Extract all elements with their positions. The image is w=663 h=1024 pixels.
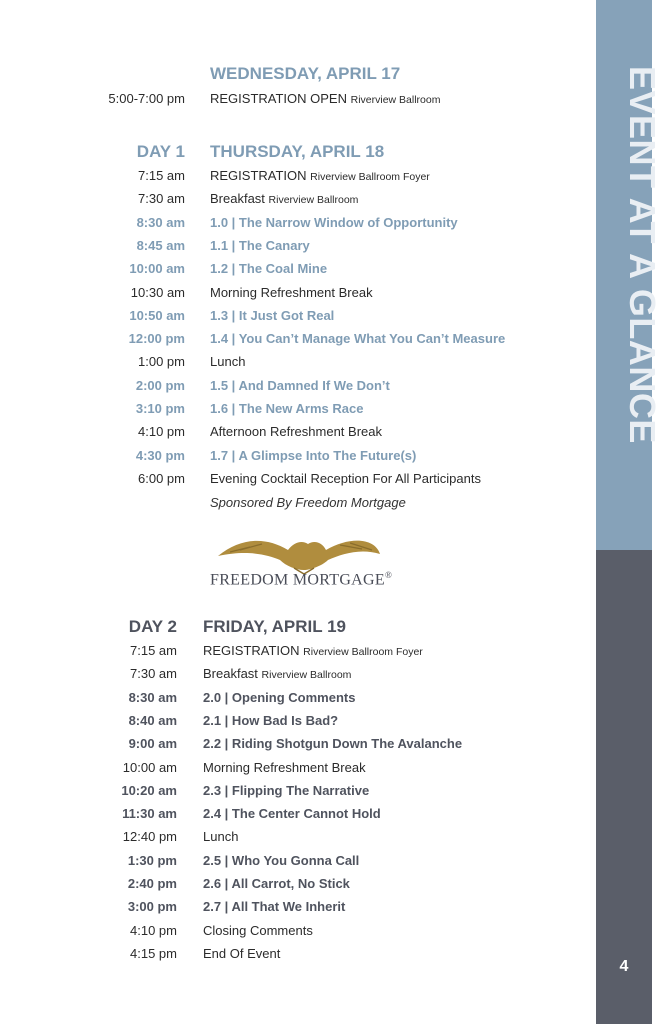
schedule-time: 2:40 pm (127, 876, 177, 891)
schedule-event-title: 1.5 | And Damned If We Don’t (210, 377, 390, 393)
schedule-event (203, 803, 381, 825)
schedule-event-title: REGISTRATION (210, 168, 307, 183)
schedule-event (210, 328, 505, 350)
schedule-event-title: End Of Event (203, 945, 281, 961)
schedule-row (0, 640, 423, 662)
schedule-time: 8:40 am (128, 712, 177, 728)
schedule-time: 7:15 am (138, 168, 185, 183)
schedule-event-title: 1.4 | You Can’t Manage What You Can’t Measure (210, 331, 506, 347)
schedule-time: 7:15 am (130, 643, 177, 658)
schedule-event (203, 710, 338, 732)
schedule-event (203, 896, 345, 918)
schedule-row (0, 896, 346, 918)
schedule-event-title: 2.5 | Who You Gonna Call (203, 852, 360, 868)
schedule-event (210, 468, 481, 490)
schedule-location: Riverview Ballroom Foyer (303, 646, 423, 658)
schedule-event (210, 258, 327, 280)
schedule-event (203, 943, 280, 965)
schedule-row (0, 421, 382, 443)
schedule-event (203, 733, 462, 755)
schedule-event-title: Breakfast (210, 191, 265, 207)
schedule-time: 5:00-7:00 pm (108, 91, 185, 106)
schedule-event-title: Lunch (203, 829, 239, 845)
schedule-row (0, 920, 313, 942)
schedule-event (210, 305, 334, 327)
schedule-row (0, 88, 441, 110)
schedule-time: 8:30 am (136, 214, 185, 230)
schedule-event (210, 165, 430, 188)
schedule-row (0, 398, 364, 420)
schedule-time: 10:30 am (130, 284, 185, 300)
day1-date-heading: THURSDAY, APRIL 18 (210, 142, 385, 161)
schedule-event-title: 1.2 | The Coal Mine (210, 261, 328, 277)
schedule-time: 2:00 pm (135, 377, 185, 393)
schedule-event (210, 188, 358, 211)
schedule-event (210, 421, 382, 443)
schedule-row (0, 258, 328, 280)
schedule-event-title: 2.2 | Riding Shotgun Down The Avalanche (203, 736, 463, 752)
schedule-event-title: 2.3 | Flipping The Narrative (203, 782, 370, 798)
schedule-time: 12:00 pm (128, 331, 185, 347)
schedule-event (210, 445, 416, 467)
schedule-time: 10:00 am (129, 261, 185, 277)
schedule-location: Riverview Ballroom (268, 194, 359, 207)
schedule-event-title: 2.0 | Opening Comments (203, 689, 356, 705)
sponsor-line: Sponsored By Freedom Mortgage (210, 495, 406, 510)
schedule-row (0, 757, 366, 779)
schedule-event (203, 687, 355, 709)
schedule-row (0, 873, 350, 895)
schedule-time: 10:00 am (122, 759, 177, 775)
schedule-row (0, 445, 417, 467)
schedule-row (0, 663, 352, 685)
schedule-event (210, 212, 458, 234)
schedule-event (203, 640, 423, 663)
schedule-time: 6:00 pm (138, 470, 185, 486)
schedule-event (203, 780, 369, 802)
schedule-event-title: 2.1 | How Bad Is Bad? (203, 712, 339, 728)
schedule-time: 3:00 pm (127, 899, 177, 915)
schedule-event-title: 1.0 | The Narrow Window of Opportunity (210, 214, 458, 230)
schedule-event (203, 873, 350, 895)
schedule-event-title: 1.7 | A Glimpse Into The Future(s) (210, 447, 417, 463)
schedule-event (203, 920, 313, 942)
schedule-event-title: REGISTRATION OPEN (210, 91, 347, 106)
schedule-time: 4:10 pm (130, 922, 177, 938)
schedule-time: 8:30 am (128, 689, 177, 705)
schedule-event (210, 88, 440, 111)
schedule-time: 4:15 pm (130, 945, 177, 961)
day1-label: DAY 1 (136, 142, 185, 161)
day2-date-heading: FRIDAY, APRIL 19 (203, 617, 346, 636)
schedule-event-title: Lunch (210, 354, 246, 370)
schedule-event-title: Afternoon Refreshment Break (210, 424, 382, 440)
schedule-row (0, 826, 239, 848)
sidebar-bottom-panel (596, 550, 652, 1024)
schedule-row (0, 212, 458, 234)
schedule-row (0, 351, 246, 373)
schedule-location: Riverview Ballroom Foyer (310, 171, 430, 183)
schedule-event (203, 826, 238, 848)
page-number: 4 (619, 958, 629, 975)
schedule-row (0, 235, 310, 257)
schedule-time: 1:00 pm (138, 354, 185, 370)
schedule-event-title: Evening Cocktail Reception For All Participants (210, 470, 481, 486)
schedule-event-title: 1.6 | The New Arms Race (210, 401, 364, 416)
schedule-row (0, 733, 463, 755)
schedule-event-title: Breakfast (203, 666, 258, 682)
schedule-event (203, 663, 351, 686)
schedule-row (0, 468, 481, 490)
day2-label: DAY 2 (128, 617, 177, 636)
schedule-event-title: 2.6 | All Carrot, No Stick (203, 876, 350, 891)
schedule-time: 8:45 am (136, 237, 185, 253)
schedule-row (0, 780, 370, 802)
schedule-row (0, 850, 360, 872)
schedule-time: 10:20 am (121, 782, 177, 798)
schedule-time: 4:10 pm (138, 424, 185, 440)
schedule-row (0, 188, 359, 210)
schedule-event-title: 2.7 | All That We Inherit (203, 899, 346, 915)
schedule-time: 9:00 am (128, 736, 177, 752)
schedule-time: 12:40 pm (122, 829, 177, 845)
schedule-time: 4:30 pm (135, 447, 185, 463)
schedule-row (0, 687, 356, 709)
schedule-time: 10:50 am (129, 307, 185, 323)
schedule-event-title: Morning Refreshment Break (210, 284, 373, 300)
schedule-event (203, 850, 359, 872)
schedule-row (0, 282, 373, 304)
schedule-event-title: Closing Comments (203, 922, 313, 938)
schedule-row (0, 328, 506, 350)
schedule-row (0, 305, 335, 327)
sidebar-title: EVENT AT A GLANCE (622, 66, 663, 444)
schedule-time: 3:10 pm (135, 401, 185, 416)
wednesday-date-heading: WEDNESDAY, APRIL 17 (210, 64, 401, 83)
schedule-time: 1:30 pm (127, 852, 177, 868)
schedule-event-title: REGISTRATION (203, 643, 300, 658)
schedule-event (210, 398, 363, 420)
schedule-time: 7:30 am (138, 191, 185, 207)
schedule-event (210, 282, 373, 304)
schedule-event (203, 757, 366, 779)
schedule-row (0, 943, 281, 965)
schedule-event-title: 1.1 | The Canary (210, 237, 310, 253)
schedule-row (0, 803, 381, 825)
schedule-event (210, 235, 310, 257)
schedule-event (210, 351, 245, 373)
freedom-mortgage-logo-text: FREEDOM MORTGAGE® (210, 570, 393, 589)
schedule-time: 11:30 am (122, 806, 177, 822)
schedule-event (210, 375, 390, 397)
schedule-row (0, 165, 430, 187)
schedule-location: Riverview Ballroom (261, 669, 352, 682)
schedule-time: 7:30 am (130, 666, 177, 682)
schedule-row (0, 710, 339, 732)
schedule-row (0, 375, 390, 397)
schedule-location: Riverview Ballroom (350, 94, 441, 106)
schedule-event-title: 1.3 | It Just Got Real (210, 307, 335, 323)
schedule-event-title: 2.4 | The Center Cannot Hold (203, 806, 381, 822)
schedule-event-title: Morning Refreshment Break (203, 759, 366, 775)
